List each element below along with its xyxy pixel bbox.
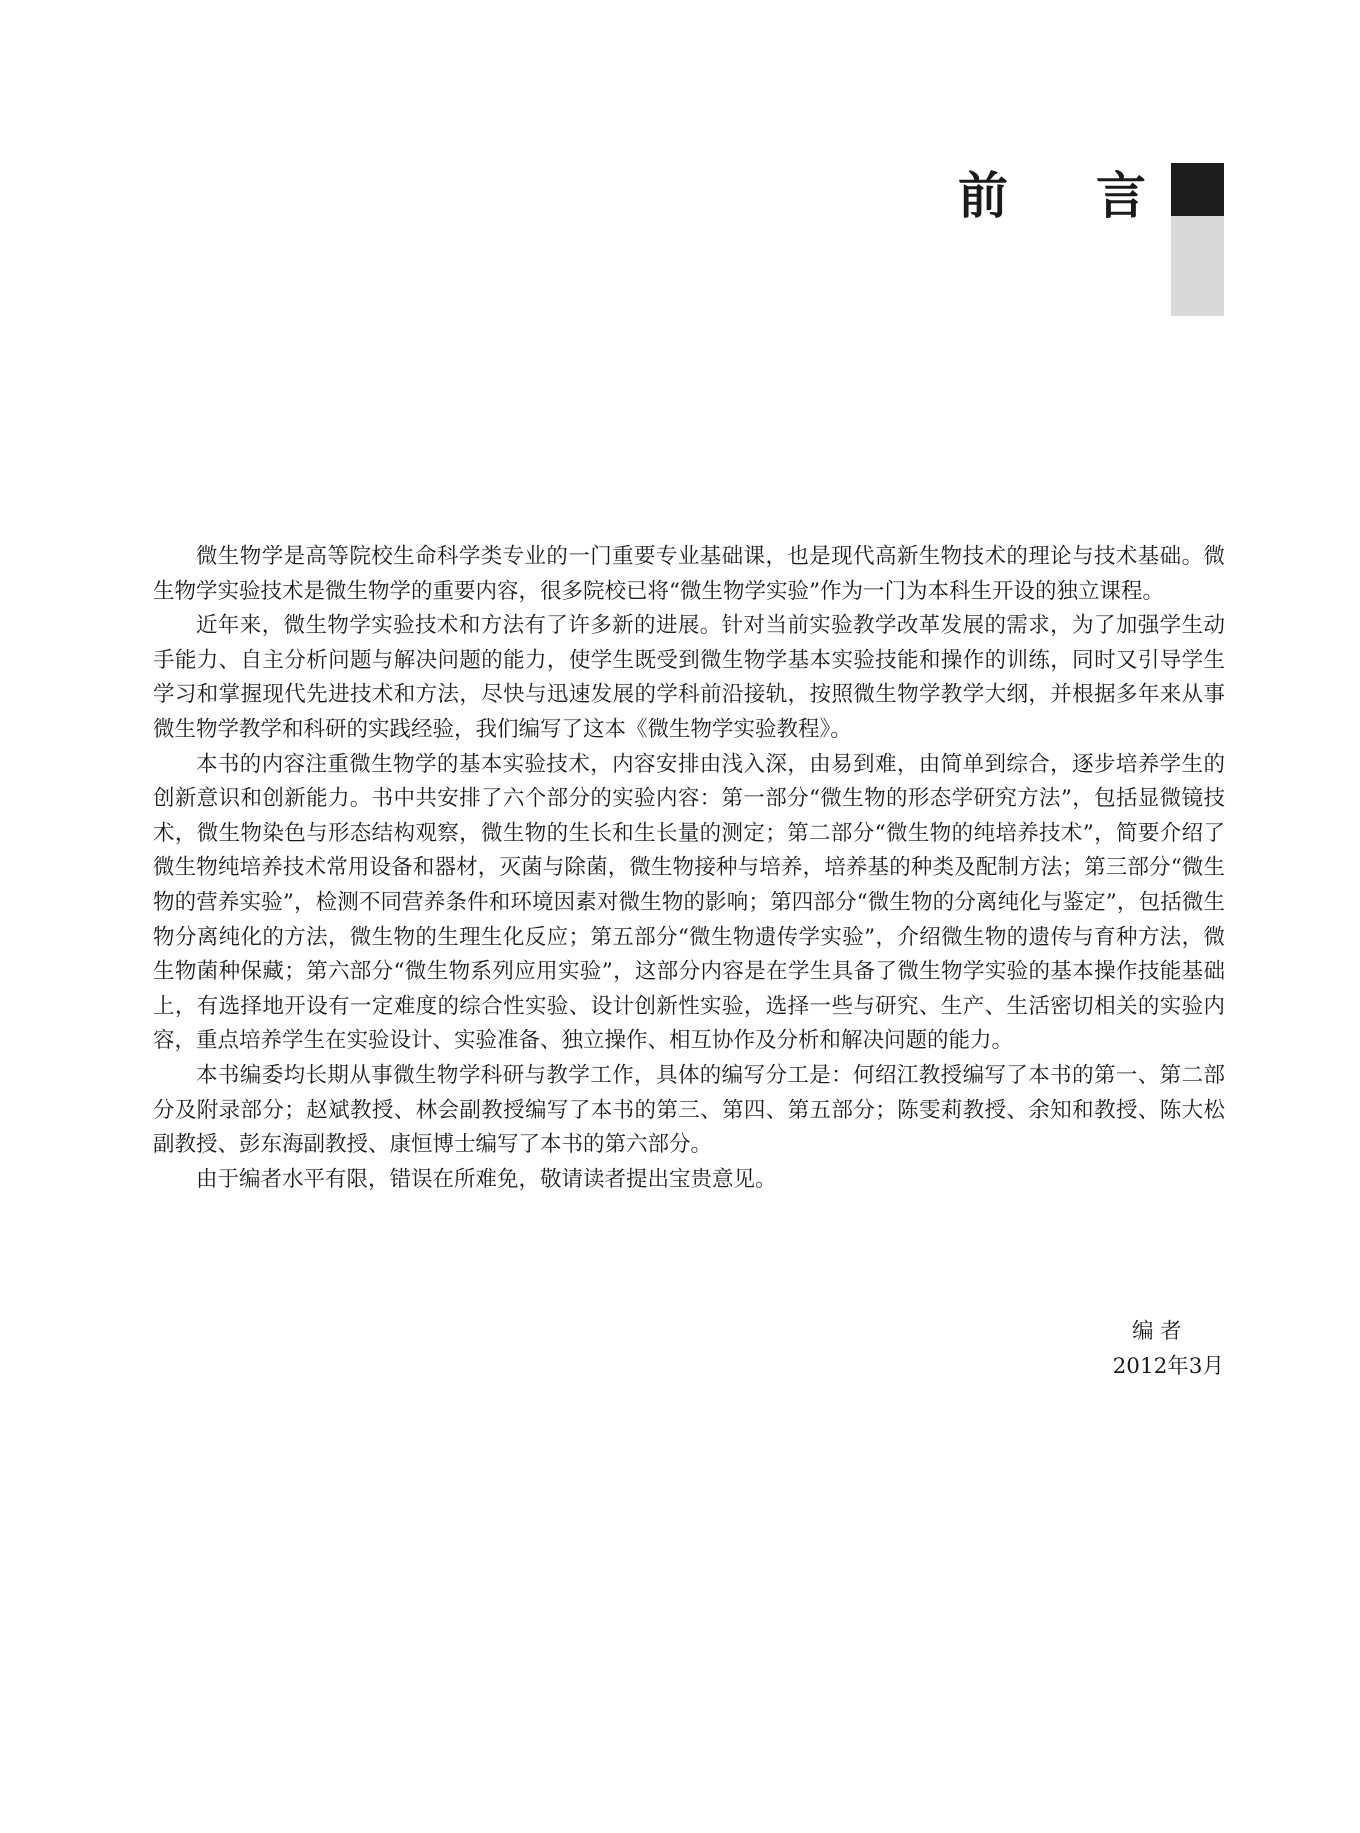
paragraph-1: 微生物学是高等院校生命科学类专业的一门重要专业基础课，也是现代高新生物技术的理论与技术基础。微生物学实验技术是微生物学的重要内容，很多院校已将“微生物学实验”作为一门为本科生开设的独立课程。: [153, 544, 1225, 604]
signature-block: [1000, 1315, 1224, 1349]
paragraph-5: 由于编者水平有限，错误在所难免，敬请读者提出宝贵意见。: [196, 1166, 777, 1192]
preface-body: [153, 540, 1225, 1197]
paragraph-3: 本书的内容注重微生物学的基本实验技术，内容安排由浅入深，由易到难，由简单到综合，逐步培养学生的创新意识和创新能力。书中共安排了六个部分的实验内容：第一部分“微生物的形态学研究方法”，包括显微镜技术，微生物染色与形态结构观察，微生物的生长和生长量的测定；第二部分“微生物的纯培养技术”，简要介绍了微生物纯培养技术常用设备和器材，灭菌与除菌，微生物接种与培养，培养基的种类及配制方法；第三部分“微生物的营养实验”，检测不同营养条件和环境因素对微生物的影响；第四部分“微生物的分离纯化与鉴定”，包括微生物分离纯化的方法，微生物的生理生化反应；第五部分“微生物遗传学实验”，介绍微生物的遗传与育种方法，微生物菌种保藏；第六部分“微生物系列应用实验”，这部分内容是在学生具备了微生物学实验的基本操作技能基础上，有选择地开设有一定难度的综合性实验、设计创新性实验，选择一些与研究、生产、生活密切相关的实验内容，重点培养学生在实验设计、实验准备、独立操作、相互协作及分析和解决问题的能力。: [153, 751, 1225, 1054]
signature: 编者: [1132, 1319, 1188, 1344]
chapter-marker-dark: [1171, 163, 1224, 216]
date-line: 2012年3月: [1112, 1354, 1224, 1379]
page-title-char-2: 言: [1096, 166, 1146, 225]
chapter-marker-light: [1171, 216, 1224, 316]
paragraph-4: 本书编委均长期从事微生物学科研与教学工作，具体的编写分工是：何绍江教授编写了本书的第一、第二部分及附录部分；赵斌教授、林会副教授编写了本书的第三、第四、第五部分；陈雯莉教授、余知和教授、陈大松副教授、彭东海副教授、康恒博士编写了本书的第六部分。: [153, 1062, 1225, 1158]
paragraph-2: 近年来，微生物学实验技术和方法有了许多新的进展。针对当前实验教学改革发展的需求，为了加强学生动手能力、自主分析问题与解决问题的能力，使学生既受到微生物学基本实验技能和操作的训练，同时又引导学生学习和掌握现代先进技术和方法，尽快与迅速发展的学科前沿接轨，按照微生物学教学大纲，并根据多年来从事微生物学教学和科研的实践经验，我们编写了这本《微生物学实验教程》。: [153, 613, 1225, 742]
page-title: [958, 160, 1158, 232]
page-title-char-1: 前: [958, 166, 1008, 225]
